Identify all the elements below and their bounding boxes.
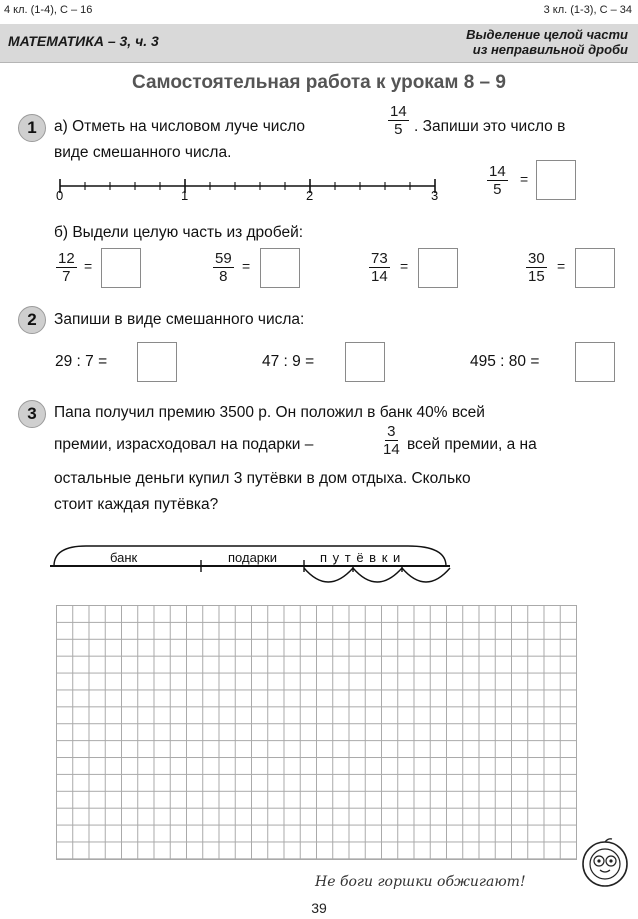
task1-part-a-suffix: . Запиши это число в [414, 118, 566, 135]
task2-expr-1: 29 : 7 = [55, 353, 108, 370]
answer-box-1b-2[interactable] [260, 248, 300, 288]
answer-box-2-1[interactable] [137, 342, 177, 382]
work-title: Самостоятельная работа к урокам 8 – 9 [132, 72, 506, 93]
task3-fraction [381, 424, 402, 457]
fraction-numerator: 3 [387, 423, 396, 440]
fraction-b3 [369, 251, 390, 284]
fraction-denominator: 5 [394, 121, 403, 138]
fraction-denominator: 14 [371, 268, 388, 285]
segment-label-bank: банк [110, 550, 138, 565]
answer-box-1b-1[interactable] [101, 248, 141, 288]
task3-line4: стоит каждая путёвка? [54, 496, 219, 513]
fraction-denominator: 15 [528, 268, 545, 285]
fraction-numerator: 12 [58, 250, 75, 267]
task2-expr-2: 47 : 9 = [262, 353, 315, 370]
fraction-b4 [526, 251, 547, 284]
top-ref-right: 3 кл. (1-3), С – 34 [543, 4, 632, 16]
fraction-numerator: 14 [489, 163, 506, 180]
task1-part-a-line2: виде смешанного числа. [54, 144, 232, 161]
task1-answer-fraction [487, 164, 508, 197]
numberline-label-0: 0 [56, 188, 64, 203]
fraction-numerator: 59 [215, 250, 232, 267]
segment-label-trips: п у т ё в к и [320, 550, 402, 565]
task2-expr-3: 495 : 80 = [470, 353, 540, 370]
equals-sign: = [84, 258, 93, 274]
subject-title: МАТЕМАТИКА – 3, ч. 3 [8, 33, 159, 49]
task3-line2-pre: премии, израсходовал на подарки – [54, 436, 314, 453]
footer-motto: Не боги горшки обжигают! [315, 874, 526, 890]
answer-box-1a[interactable] [536, 160, 576, 200]
equals-sign: = [400, 258, 409, 274]
top-ref-left: 4 кл. (1-4), С – 16 [4, 4, 93, 16]
task-number-2: 2 [18, 306, 46, 334]
task3-line3: остальные деньги купил 3 путёвки в дом отдыха. Сколько [54, 470, 471, 487]
fraction-denominator: 7 [62, 268, 71, 285]
number-line [50, 172, 450, 206]
fraction-denominator: 5 [493, 181, 502, 198]
segment-label-gifts: подарки [228, 550, 277, 565]
task2-text: Запиши в виде смешанного числа: [54, 311, 305, 328]
mascot-owl-icon [578, 836, 632, 890]
equals-sign: = [520, 171, 529, 187]
task-number-3: 3 [18, 400, 46, 428]
fraction-numerator: 30 [528, 250, 545, 267]
topic-title [466, 27, 628, 57]
page-number: 39 [311, 900, 327, 916]
answer-box-2-3[interactable] [575, 342, 615, 382]
equals-sign: = [242, 258, 251, 274]
fraction-denominator: 14 [383, 441, 400, 458]
equals-sign: = [557, 258, 566, 274]
topic-line1: Выделение целой части [466, 27, 628, 42]
answer-box-1b-3[interactable] [418, 248, 458, 288]
fraction-denominator: 8 [219, 268, 228, 285]
fraction-numerator: 73 [371, 250, 388, 267]
task3-line2-post: всей премии, а на [407, 436, 537, 453]
numberline-label-3: 3 [431, 188, 439, 203]
task1-part-b: б) Выдели целую часть из дробей: [54, 224, 304, 241]
task1-fraction [388, 104, 409, 137]
numberline-label-2: 2 [306, 188, 314, 203]
task1-part-a-prefix: а) Отметь на числовом луче число [54, 118, 306, 135]
answer-box-1b-4[interactable] [575, 248, 615, 288]
topic-line2: из неправильной дроби [472, 42, 628, 57]
fraction-b1 [56, 251, 77, 284]
answer-grid[interactable] [56, 605, 577, 860]
answer-box-2-2[interactable] [345, 342, 385, 382]
fraction-b2 [213, 251, 234, 284]
task3-line1: Папа получил премию 3500 р. Он положил в банк 40% всей [54, 404, 485, 421]
fraction-numerator: 14 [390, 103, 407, 120]
numberline-label-1: 1 [181, 188, 189, 203]
task-number-1: 1 [18, 114, 46, 142]
